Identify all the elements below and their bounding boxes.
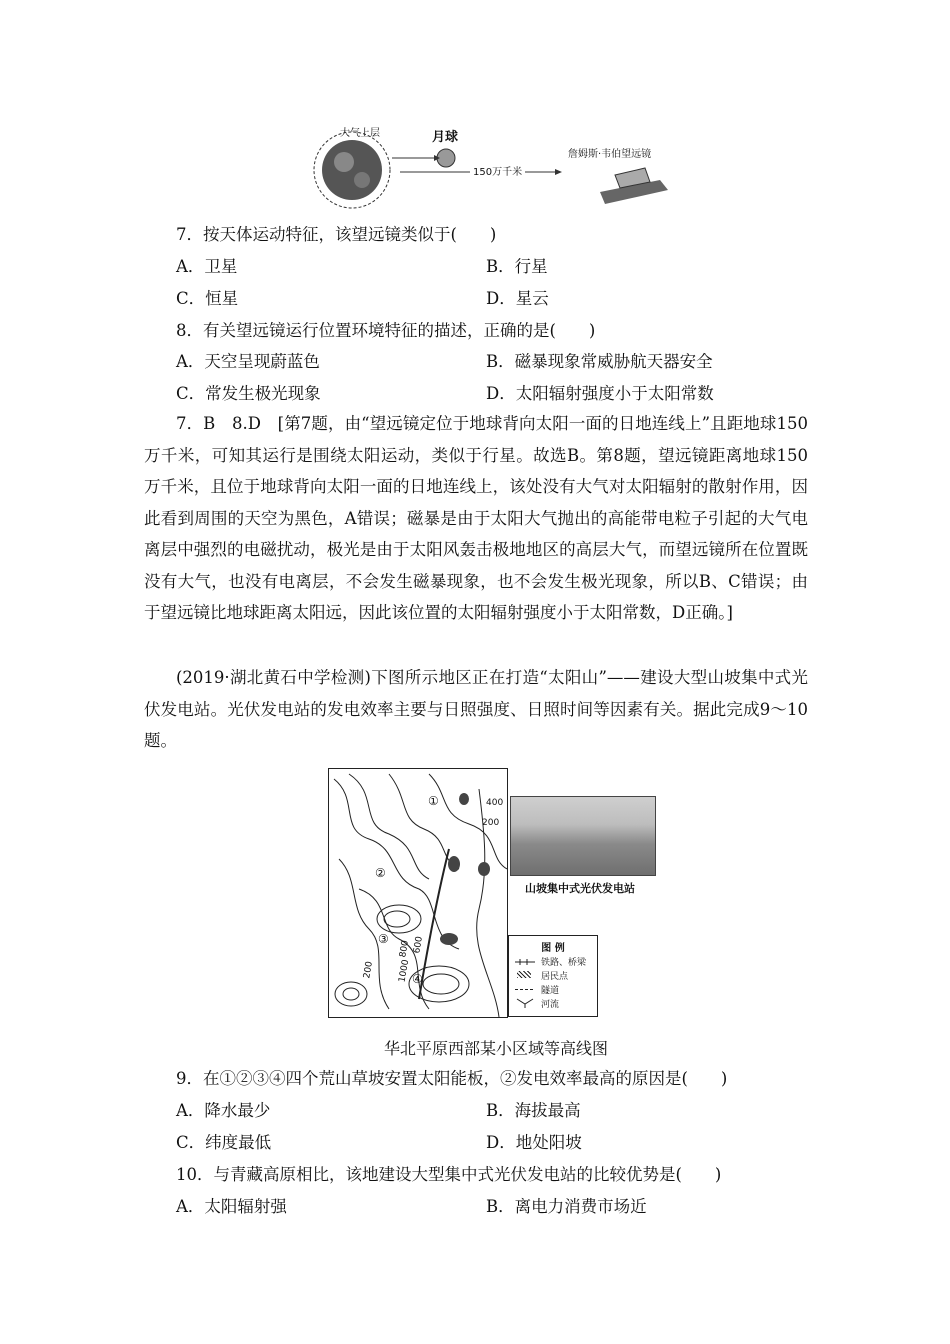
q7-option-a: A．卫星 — [176, 257, 238, 276]
contour-200b: 200 — [362, 960, 376, 980]
legend-tunnel: 隧道 — [541, 986, 560, 996]
tunnel-icon — [515, 989, 533, 990]
map-label-3: ③ — [378, 932, 389, 946]
contour-1000: 1000 — [397, 958, 412, 984]
q9-stem: 9．在①②③④四个荒山草坡安置太阳能板，②发电效率最高的原因是( ) — [176, 1069, 728, 1088]
q7-option-d: D．星云 — [486, 289, 549, 308]
q9-option-c: C．纬度最低 — [176, 1133, 272, 1152]
q8-option-c: C．常发生极光现象 — [176, 384, 321, 403]
q9-option-a: A．降水最少 — [176, 1101, 271, 1120]
moon-label: 月球 — [432, 130, 459, 145]
earth-icon — [322, 140, 382, 200]
answer-7-8: 7．B 8.D [第7题，由“望远镜定位于地球背向太阳一面的日地连线上”且距地球150万千米，可知其运行是围绕太阳运动，类似于行星。故选B。第8题，望远镜距离地球150万千米，且位于地球背向太阳一面的日地连线上，该处没有大气对太阳辐射的散射作用，因此看到周围的天空为黑色，A错误；磁暴是由于太阳大气抛出的高能带电粒子引起的大气电离层中强烈的电磁扰动，极光是由于太阳风轰击极地地区的高层大气，而望远镜所在位置既没有大气，也没有电离层，不会发生磁暴现象，也不会发生极光现象，所以B、C错误；由于望远镜比地球距离太阳远，因此该位置的太阳辐射强度小于太阳常数，D正确。] — [144, 414, 808, 622]
map-label-1: ① — [428, 794, 439, 808]
q8-option-b: B．磁暴现象常威胁航天器安全 — [486, 352, 713, 371]
q10-option-b: B．离电力消费市场近 — [486, 1197, 647, 1216]
q10-stem: 10．与青藏高原相比，该地建设大型集中式光伏发电站的比较优势是( ) — [176, 1165, 722, 1184]
map-label-4: ④ — [412, 972, 423, 986]
telescope-icon — [600, 168, 668, 204]
contour-800: 800 — [398, 939, 412, 959]
legend-river: 河流 — [541, 1000, 560, 1010]
q7-stem: 7．按天体运动特征，该望远镜类似于( ) — [176, 225, 497, 244]
legend-title: 图 例 — [541, 943, 565, 954]
q8-option-d: D．太阳辐射强度小于太阳常数 — [486, 384, 714, 403]
map-label-2: ② — [375, 866, 386, 880]
q7-option-b: B．行星 — [486, 257, 548, 276]
telescope-label: 詹姆斯·韦伯望远镜 — [568, 149, 652, 160]
contour-200: 200 — [482, 818, 500, 828]
q9-option-d: D．地处阳坡 — [486, 1133, 582, 1152]
legend-settle: 居民点 — [541, 972, 569, 982]
river-icon — [515, 997, 535, 1009]
map-legend — [508, 935, 598, 1017]
rail-icon — [515, 957, 535, 967]
photo-caption: 山坡集中式光伏发电站 — [525, 882, 635, 895]
contour-400: 400 — [486, 798, 504, 808]
q8-stem: 8．有关望远镜运行位置环境特征的描述，正确的是( ) — [176, 321, 596, 340]
pv-station-photo — [510, 796, 656, 876]
q10-option-a: A．太阳辐射强 — [176, 1197, 287, 1216]
distance-label: 150万千米 — [470, 163, 525, 178]
contour-600: 600 — [412, 935, 426, 955]
q9-option-b: B．海拔最高 — [486, 1101, 581, 1120]
q8-option-a: A．天空呈现蔚蓝色 — [176, 352, 320, 371]
legend-rail: 铁路、桥梁 — [541, 958, 587, 968]
settlement-icon — [517, 971, 531, 978]
map-caption: 华北平原西部某小区域等高线图 — [384, 1039, 609, 1058]
q7-option-c: C．恒星 — [176, 289, 239, 308]
intro-9-10: (2019·湖北黄石中学检测)下图所示地区正在打造“太阳山”——建设大型山坡集中式光伏发电站。光伏发电站的发电效率主要与日照强度、日照时间等因素有关。据此完成9～10题。 — [144, 668, 808, 750]
atmos-label: 大气上层 — [340, 128, 380, 139]
